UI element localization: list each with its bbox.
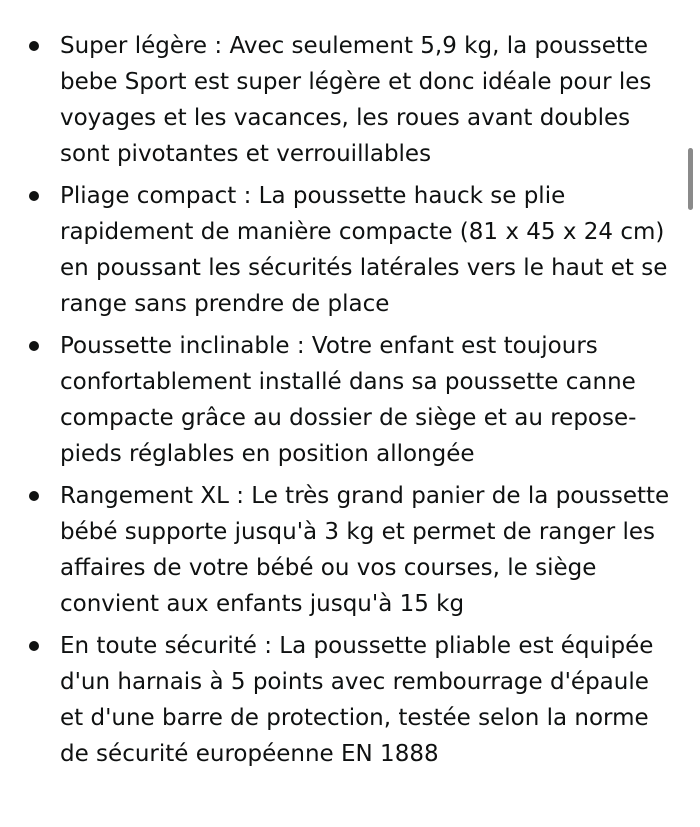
feature-bullet-list: [0, 28, 700, 778]
list-item: [0, 478, 700, 622]
bullet-dot-icon: [29, 191, 39, 201]
feature-text: En toute sécurité : La poussette pliable est équipée d'un harnais à 5 points avec rembourrage d'épaule et d'une barre de protection, testée selon la norme de sécurité européenne EN 1888: [60, 633, 654, 767]
feature-text: Rangement XL : Le très grand panier de la poussette bébé supporte jusqu'à 3 kg et permet de ranger les affaires de votre bébé ou vos courses, le siège convient aux enfants jusqu'à 15 kg: [60, 483, 670, 617]
bullet-dot-icon: [29, 641, 39, 651]
bullet-dot-icon: [29, 41, 39, 51]
list-item: [0, 28, 700, 172]
feature-text: Super légère : Avec seulement 5,9 kg, la poussette bebe Sport est super légère et donc idéale pour les voyages et les vacances, les roues avant doubles sont pivotantes et verrouillables: [60, 33, 652, 167]
list-item: [0, 178, 700, 322]
list-item: [0, 628, 700, 772]
feature-text: Poussette inclinable : Votre enfant est toujours confortablement installé dans sa poussette canne compacte grâce au dossier de siège et au repose-pieds réglables en position allongée: [60, 333, 637, 467]
bullet-dot-icon: [29, 341, 39, 351]
scrollbar-thumb[interactable]: [688, 148, 693, 210]
bullet-dot-icon: [29, 491, 39, 501]
list-item: [0, 328, 700, 472]
feature-text: Pliage compact : La poussette hauck se plie rapidement de manière compacte (81 x 45 x 24 cm) en poussant les sécurités latérales vers le haut et se range sans prendre de place: [60, 183, 668, 317]
